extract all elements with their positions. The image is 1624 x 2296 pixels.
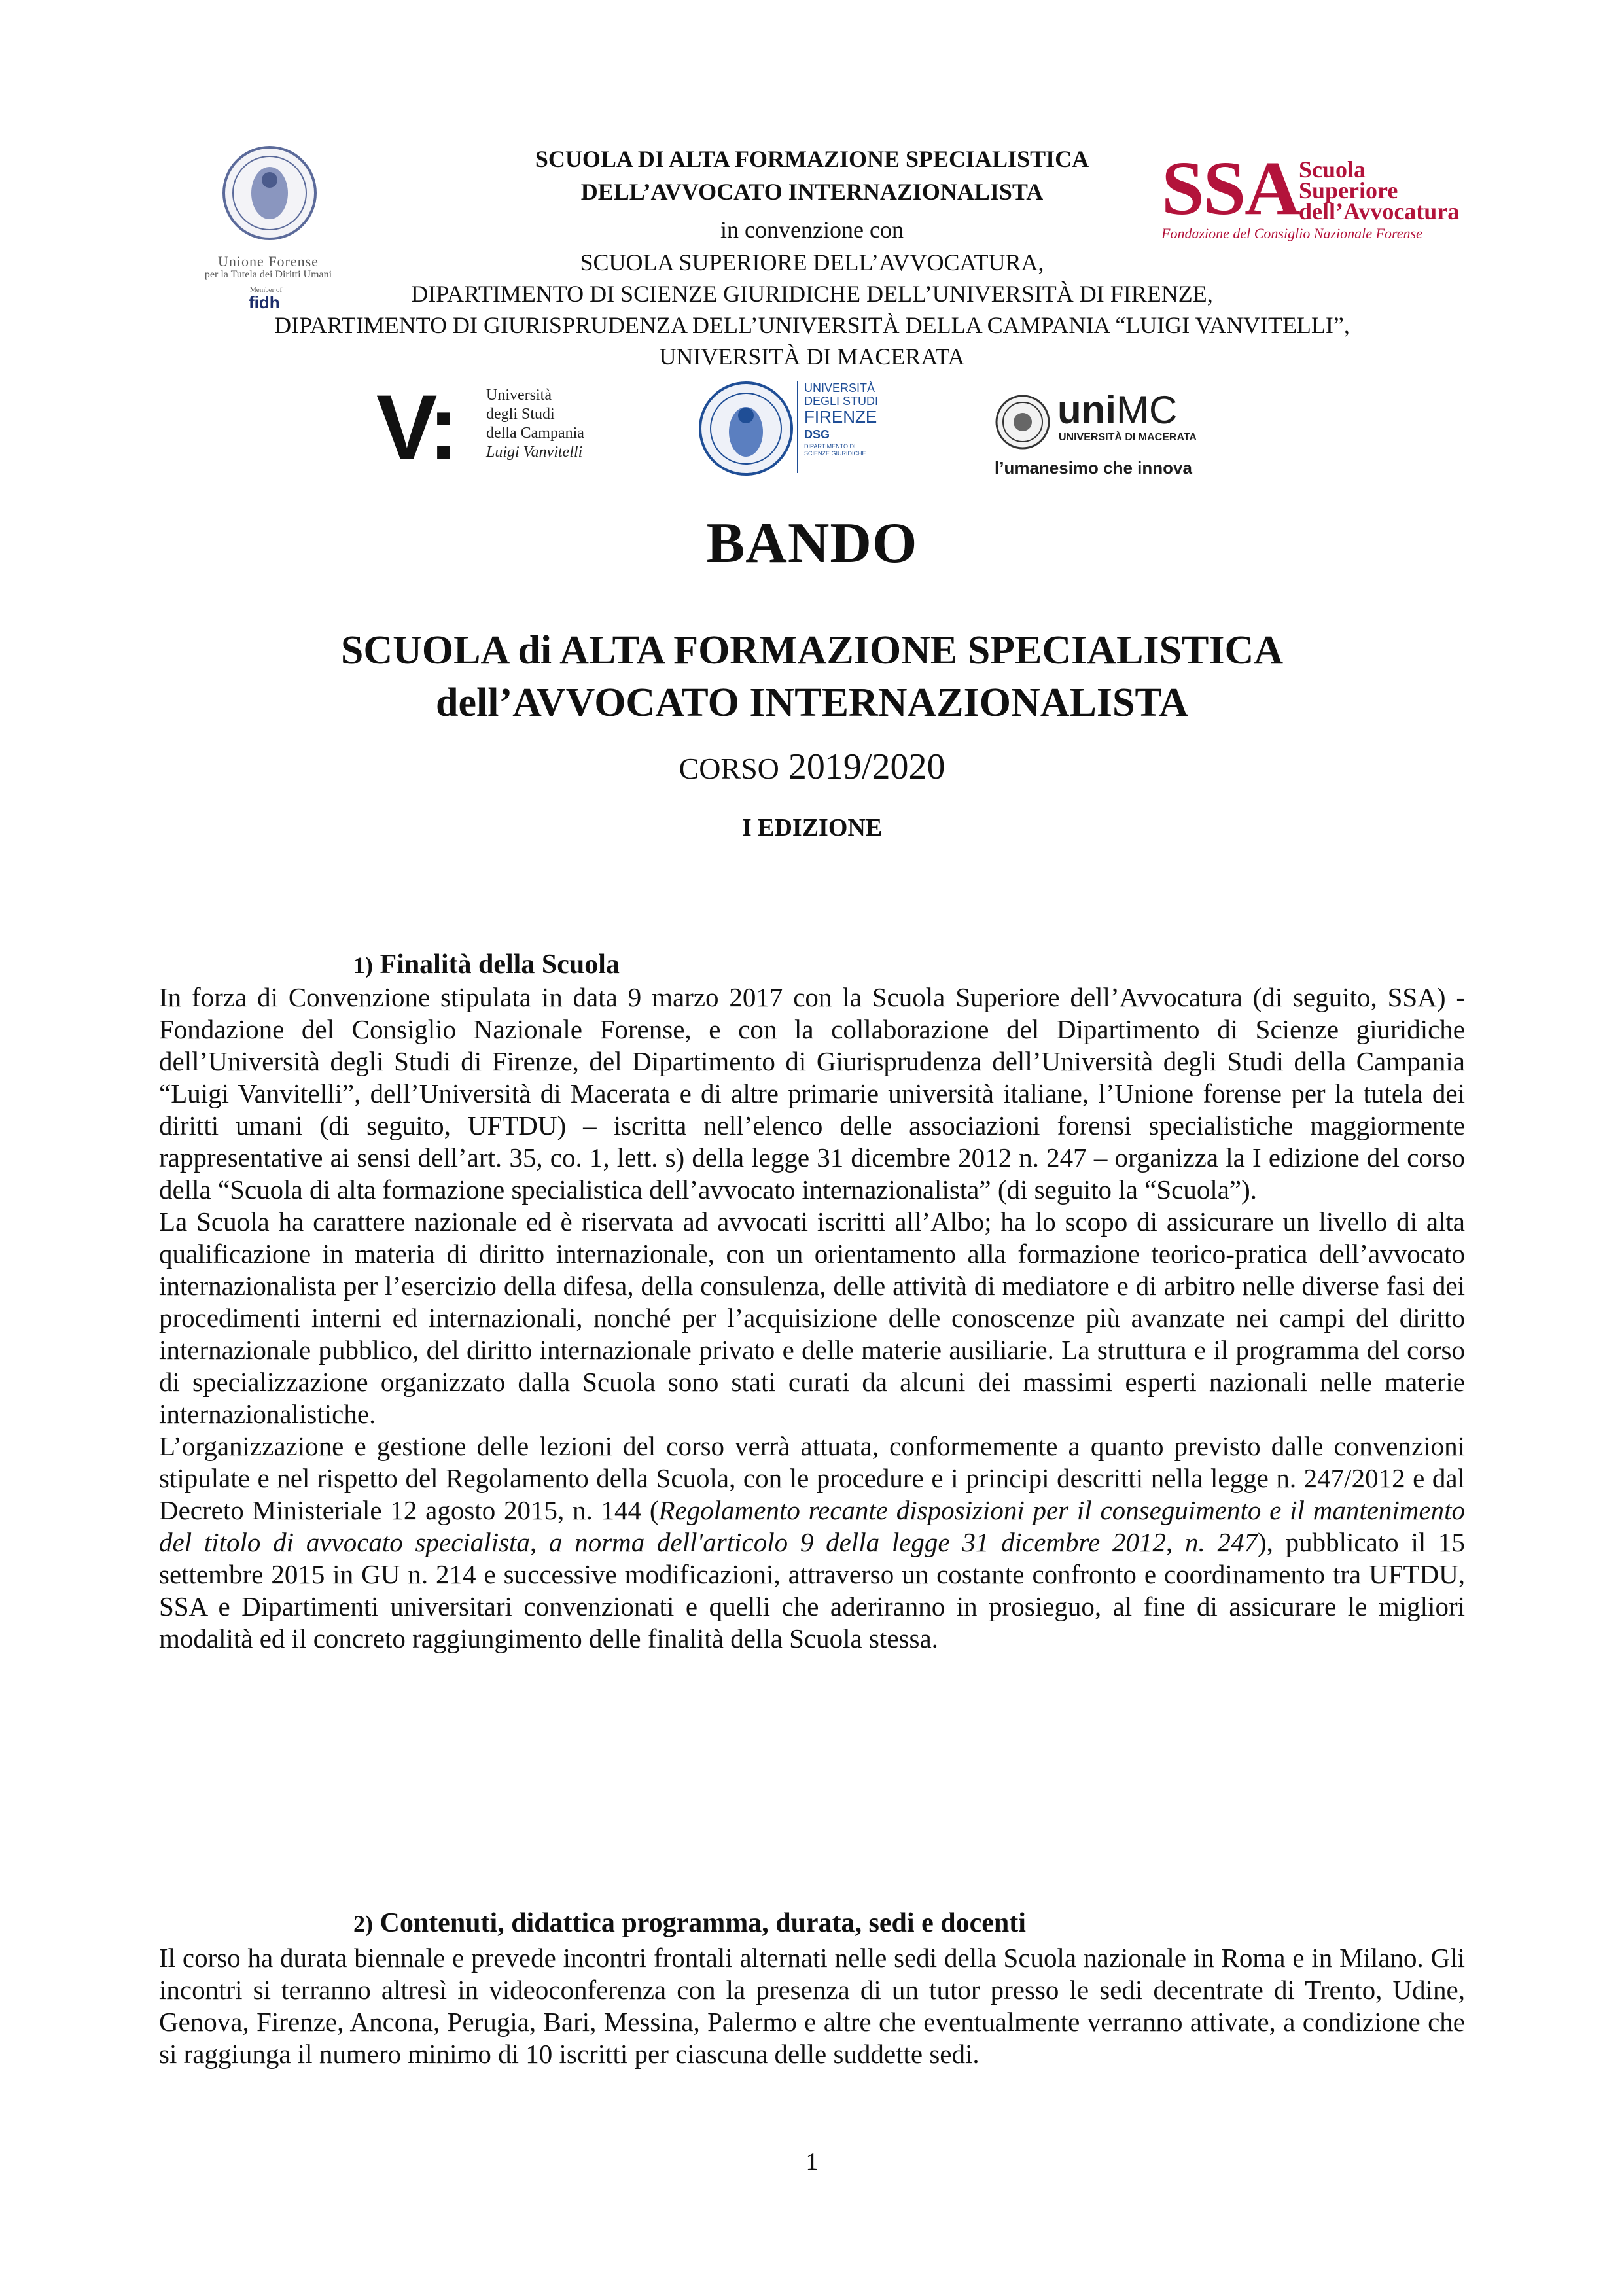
ssa-line-3: dell’Avvocatura — [1299, 198, 1460, 224]
ssa-line-2: Superiore — [1299, 177, 1398, 203]
header-line-2: DELL’AVVOCATO INTERNAZIONALISTA — [580, 179, 1044, 205]
vanvitelli-logo — [376, 376, 638, 478]
header-line-7: UNIVERSITÀ DI MACERATA — [659, 344, 965, 370]
unimc-seal-icon — [995, 394, 1051, 450]
vanvitelli-line-3: della Campania — [486, 425, 584, 442]
course-years — [0, 746, 1624, 788]
section-2-number: 2) — [353, 1911, 373, 1937]
page-number: 1 — [805, 2148, 819, 2176]
firenze-line-4: DSG — [804, 428, 830, 441]
vanvitelli-line-2: degli Studi — [486, 406, 555, 423]
unione-line-2: per la Tutela dei Diritti Umani — [204, 269, 332, 280]
section-1-title: Finalità della Scuola — [380, 949, 620, 980]
ssa-logo — [1161, 145, 1462, 247]
firenze-line-2: DEGLI STUDI — [804, 395, 879, 408]
firenze-seal-icon — [697, 380, 795, 478]
firenze-line-5: DIPARTIMENTO DI — [804, 443, 856, 450]
unimc-mc: MC — [1116, 388, 1178, 432]
firenze-line-3: FIRENZE — [804, 407, 877, 427]
unimc-sub: UNIVERSITÀ DI MACERATA — [1059, 432, 1197, 443]
section-2-title: Contenuti, didattica programma, durata, sedi e docenti — [380, 1908, 1026, 1938]
school-title-line-1: SCUOLA di ALTA FORMAZIONE SPECIALISTICA — [340, 628, 1284, 673]
ssa-line-1: Scuola — [1299, 156, 1366, 183]
fidh-logo: fidh — [249, 292, 280, 312]
section-1-paragraph-1: In forza di Convenzione stipulata in data 9 marzo 2017 con la Scuola Superiore dell’Avvocatura (di seguito, SSA) - Fondazione del Consiglio Nazionale Forense, e con la collaborazione del Dipartimento di Scienze giuridiche dell’Università degli Studi di Firenze, del Dipartimento di Giurisprudenza dell’Università degli Studi della Campania “Luigi Vanvitelli”, dell’Università di Macerata e di altre primarie università italiane, l’Unione forense per la tutela dei diritti umani (di seguito, UFTDU) – iscritta nell’elenco delle associazioni forensi specialistiche maggiormente rappresentative ai sensi dell’art. 35, co. 1, lett. s) della legge 31 dicembre 2012 n. 247 – organizza la I edizione del corso della “Scuola di alta formazione specialistica dell’avvocato internazionalista” (di seguito la “Scuola”). — [159, 982, 1465, 1205]
section-1-paragraph-2: La Scuola ha carattere nazionale ed è riservata ad avvocati iscritti all’Albo; ha lo scopo di assicurare un livello di alta qualificazione in materia di diritto internazionale, con un orientamento alla formazione teorico-pratica dell’avvocato internazionalista per l’esercizio della difesa, della consulenza, delle attività di mediatore e di arbitro nelle diverse fasi dei procedimenti interni ed internazionali, nonché per l’acquisizione delle conoscenze più avanzate nei campi del diritto internazionale pubblico, del diritto internazionale privato e delle materie ausiliarie. La struttura e il programma del corso di specializzazione organizzato dalla Scuola sono stati curati da alcuni dei massimi esperti nazionali nelle materie internazionalistiche. — [159, 1207, 1465, 1429]
header-line-3: in convenzione con — [720, 217, 904, 243]
document-title: BANDO — [706, 512, 918, 575]
edition-label: I EDIZIONE — [741, 814, 883, 841]
vanvitelli-text — [486, 386, 584, 462]
section-1-paragraph-3: L’organizzazione e gestione delle lezioni del corso verrà attuata, conformemente a quanto previsto dalle convenzioni stipulate e nel rispetto del Regolamento della Scuola, con le procedure e i principi descritti nella legge n. 247/2012 e dal Decreto Ministeriale 12 agosto 2015, n. 144 (Regolamento recante disposizioni per il conseguimento e il mantenimento del titolo di avvocato specialista, a norma dell'articolo 9 della legge 31 dicembre 2012, n. 247), pubblicato il 15 settembre 2015 in GU n. 214 e successive modificazioni, attraverso un costante confronto e coordinamento tra UFTDU, SSA e Dipartimenti universitari convenzionati e quelli che aderiranno in prosieguo, al fine di assicurare le migliori modalità ed il concreto raggiungimento delle finalità della Scuola stessa. — [159, 1431, 1465, 1653]
unimc-tagline: l’umanesimo che innova — [995, 458, 1192, 478]
unione-member: Member of — [250, 286, 283, 294]
vanvitelli-mark: V: — [376, 376, 455, 478]
unimc-wordmark — [1057, 389, 1177, 432]
vanvitelli-line-4: Luigi Vanvitelli — [486, 444, 583, 461]
unimc-logo — [995, 388, 1269, 484]
section-1-heading — [353, 949, 620, 980]
vanvitelli-line-1: Università — [486, 387, 552, 404]
header-line-5: DIPARTIMENTO DI SCIENZE GIURIDICHE DELL’UNIVERSITÀ DI FIRENZE, — [411, 281, 1213, 307]
section-1-number: 1) — [353, 952, 373, 978]
firenze-line-1: UNIVERSITÀ — [804, 381, 875, 395]
header-line-1: SCUOLA DI ALTA FORMAZIONE SPECIALISTICA — [535, 146, 1089, 172]
section-2-heading — [353, 1907, 1026, 1939]
unione-line-1: Unione Forense — [218, 253, 319, 270]
header-line-4: SCUOLA SUPERIORE DELL’AVVOCATURA, — [580, 249, 1044, 275]
course-label: CORSO — [679, 752, 779, 785]
unione-forense-logo — [170, 141, 334, 312]
section-2-paragraph-1: Il corso ha durata biennale e prevede incontri frontali alternati nelle sedi della Scuola nazionale in Roma e in Milano. Gli incontri si terranno altresì in videoconferenza con la presenza di un tutor presso le sedi decentrate di Trento, Udine, Genova, Firenze, Ancona, Perugia, Bari, Messina, Palermo e altre che eventualmente verranno attivate, a condizione che si raggiunga il numero minimo di 10 iscritti per ciascuna delle suddette sedi. — [159, 1943, 1465, 2069]
ssa-mark: SSA — [1161, 145, 1299, 231]
firenze-text — [804, 381, 878, 457]
section-2-body — [159, 1942, 1465, 2070]
school-title-line-2: dell’AVVOCATO INTERNAZIONALISTA — [436, 680, 1188, 725]
seal-icon — [221, 141, 319, 245]
ssa-foot: Fondazione del Consiglio Nazionale Forense — [1161, 225, 1422, 241]
firenze-logo — [697, 376, 893, 481]
course-years-value: 2019/2020 — [788, 747, 945, 787]
unimc-uni: uni — [1057, 388, 1116, 432]
header-line-6: DIPARTIMENTO DI GIURISPRUDENZA DELL’UNIVERSITÀ DELLA CAMPANIA “LUIGI VANVITELLI”, — [274, 312, 1350, 338]
firenze-line-6: SCIENZE GIURIDICHE — [804, 450, 866, 457]
section-1-body — [159, 981, 1465, 1655]
